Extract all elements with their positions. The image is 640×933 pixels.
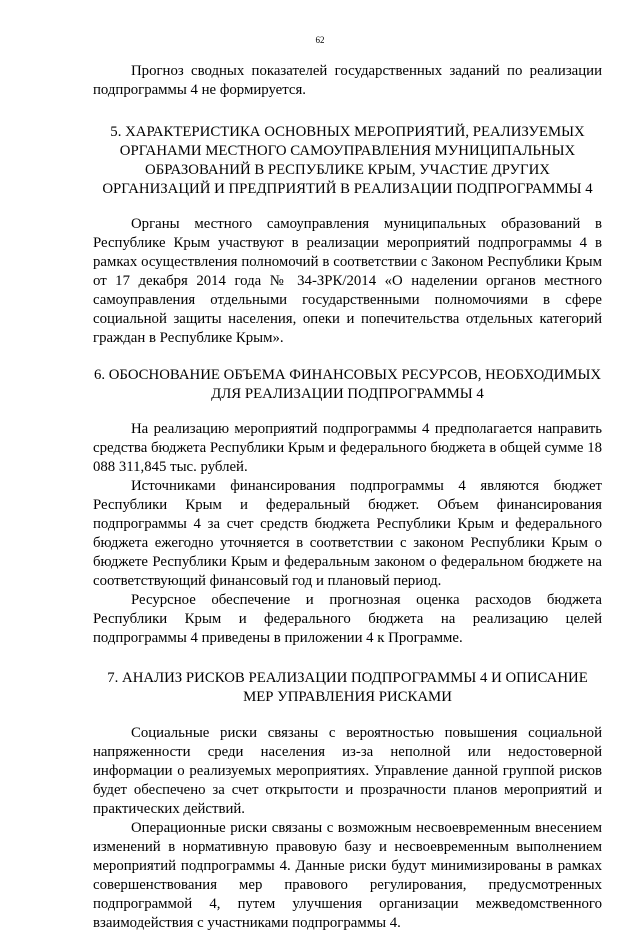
page-number: 62 xyxy=(315,35,325,45)
paragraph-operational-risks: Операционные риски связаны с возможным несвоевременным внесением изменений в нормативную правовую базу и несвоевременным выполнением мероприятий подпрограммы 4. Данные риски будут минимизированы в рамках совершенствования мер правового регулирования, предусмотренных подпрограммой 4, путем улучшения организации межведомственного взаимодействия с участниками подпрограммы 4. xyxy=(93,820,602,931)
paragraph-forecast: Прогноз сводных показателей государственных заданий по реализации подпрограммы 4 не формируется. xyxy=(93,63,602,98)
section-7-heading: 7. АНАЛИЗ РИСКОВ РЕАЛИЗАЦИИ ПОДПРОГРАММЫ 4 И ОПИСАНИЕ МЕР УПРАВЛЕНИЯ РИСКАМИ xyxy=(107,670,588,705)
paragraph-resource-provision: Ресурсное обеспечение и прогнозная оценка расходов бюджета Республики Крым и федерального бюджета на реализацию целей подпрограммы 4 приведены в приложении 4 к Программе. xyxy=(93,592,602,646)
paragraph-local-authorities: Органы местного самоуправления муниципальных образований в Республике Крым участвуют в реализации мероприятий подпрограммы 4 в рамках осуществления полномочий в соответствии с Законом Республики Крым от 17 декабря 2014 года № 34-ЗРК/2014 «О наделении органов местного самоуправления отдельными государственными полномочиями в сфере социальной защиты населения, опеки и попечительства отдельных категорий граждан в Республике Крым». xyxy=(93,216,602,346)
section-5-heading: 5. ХАРАКТЕРИСТИКА ОСНОВНЫХ МЕРОПРИЯТИЙ, РЕАЛИЗУЕМЫХ ОРГАНАМИ МЕСТНОГО САМОУПРАВЛЕНИЯ МУНИЦИПАЛЬНЫХ ОБРАЗОВАНИЙ В РЕСПУБЛИКЕ КРЫМ, УЧАСТИЕ ДРУГИХ ОРГАНИЗАЦИЙ И ПРЕДПРИЯТИЙ В РЕАЛИЗАЦИИ ПОДПРОГРАММЫ 4 xyxy=(102,124,593,197)
paragraph-funding-amount: На реализацию мероприятий подпрограммы 4 предполагается направить средства бюджета Республики Крым и федерального бюджета в общей сумме 18 088 311,845 тыс. рублей. xyxy=(93,421,602,475)
paragraph-social-risks: Социальные риски связаны с вероятностью повышения социальной напряженности среди населения из-за неполной или недостоверной информации о реализуемых мероприятиях. Управление данной группой рисков будет обеспечено за счет открытости и прозрачности планов мероприятий и практических действий. xyxy=(93,725,602,817)
document-body xyxy=(93,62,602,933)
section-6-heading: 6. ОБОСНОВАНИЕ ОБЪЕМА ФИНАНСОВЫХ РЕСУРСОВ, НЕОБХОДИМЫХ ДЛЯ РЕАЛИЗАЦИИ ПОДПРОГРАММЫ 4 xyxy=(93,367,602,402)
paragraph-funding-sources: Источниками финансирования подпрограммы 4 являются бюджет Республики Крым и федеральный бюджет. Объем финансирования подпрограммы 4 за счет средств бюджета Республики Крым и федерального бюджета ежегодно уточняется в соответствии с законом Республики Крым о бюджете Республики Крым и федеральным законом о федеральном бюджете на соответствующий финансовый год и плановый период. xyxy=(93,478,602,589)
